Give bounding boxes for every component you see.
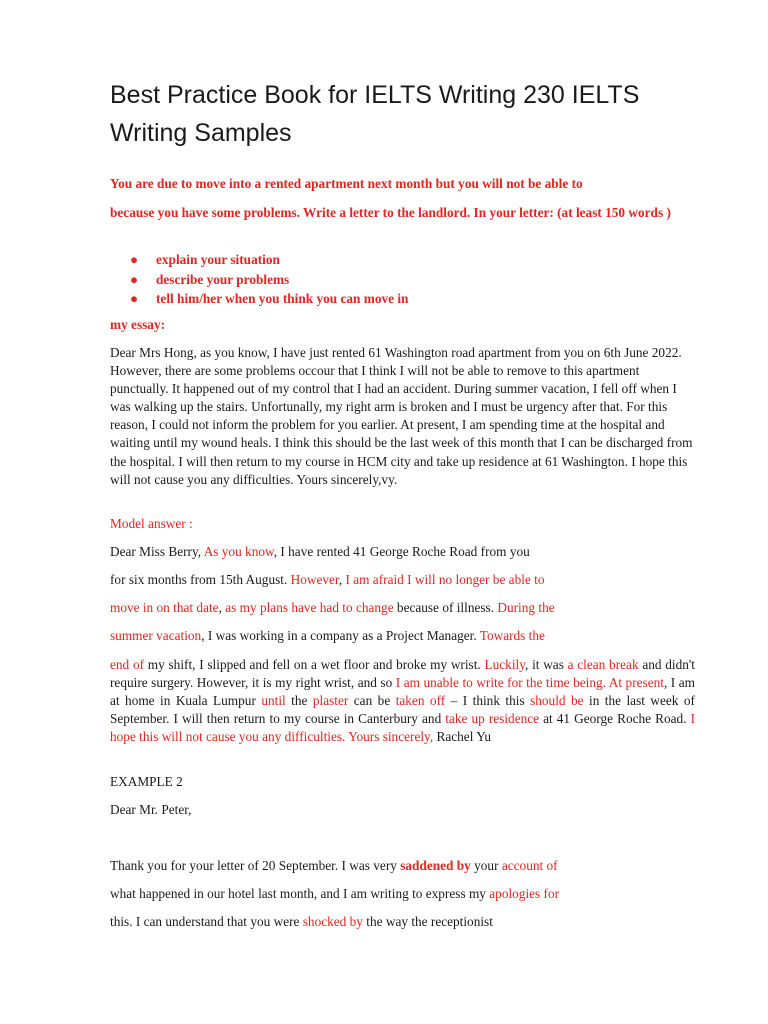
model-line-1: Dear Miss Berry, As you know, I have rented 41 George Roche Road from you <box>110 544 530 559</box>
model-line-4: summer vacation, I was working in a company as a Project Manager. Towards the <box>110 628 545 643</box>
model-answer-label: Model answer : <box>110 516 193 531</box>
task-prompt-line-1: You are due to move into a rented apartment next month but you will not be able to <box>110 176 583 191</box>
essay-paragraph: Dear Mrs Hong, as you know, I have just rented 61 Washington road apartment from you on 6th June 2022. However, there are some problems occour that I think I will not be able to remove to this apartment punctually. It happened out of my control that I had an accident. During summer vacation, I fell off when I was walking up the stairs. Unfortunally, my right arm is broken and I must be urgency after that. For this reason, I could not inform the problem for you earlier. At present, I am spending time at the hospital and waiting until my wound heals. I think this should be the last week of this month that I can be discharged from the hospital. I will then return to my course in HCM city and take up residence at 61 Washington. I hope this will not cause you any difficulties. Yours sincerely,vy. <box>110 345 693 487</box>
list-item: ● explain your situation <box>130 250 408 270</box>
model-line-3: move in on that date, as my plans have had to change because of illness. During the <box>110 600 555 615</box>
task-prompt-line-2: because you have some problems. Write a letter to the landlord. In your letter: (at least 150 words ) <box>110 205 671 220</box>
essay-label: my essay: <box>110 317 166 332</box>
document-title: Best Practice Book for IELTS Writing 230 IELTS Writing Samples <box>110 81 640 147</box>
model-answer-paragraph: end of my shift, I slipped and fell on a wet floor and broke my wrist. Luckily, it was a clean break and didn't require surgery. However, it is my right wrist, and so I am unable to write for the time being. At present, I am at home in Kuala Lumpur until the plaster can be taken off – I think this should be in the last week of September. I will then return to my course in Canterbury and take up residence at 41 George Roche Road. I hope this will not cause you any difficulties. Yours sincerely, Rachel Yu <box>110 657 696 745</box>
model-line-2: for six months from 15th August. However, I am afraid I will no longer be able to <box>110 572 545 587</box>
list-item: ● describe your problems <box>130 270 408 290</box>
bullet-icon: ● <box>130 291 139 306</box>
list-item: ● tell him/her when you think you can move in <box>130 289 408 309</box>
task-bullet-list <box>130 250 408 309</box>
bullet-icon: ● <box>130 271 139 287</box>
example-2-line-1: Thank you for your letter of 20 September. I was very saddened by your account of <box>110 858 558 873</box>
example-2-salutation: Dear Mr. Peter, <box>110 802 192 817</box>
example-2-heading: EXAMPLE 2 <box>110 774 183 789</box>
example-2-line-2: what happened in our hotel last month, and I am writing to express my apologies for <box>110 886 560 901</box>
example-2-line-3: this. I can understand that you were shocked by the way the receptionist <box>110 914 493 929</box>
bullet-icon: ● <box>130 252 139 267</box>
